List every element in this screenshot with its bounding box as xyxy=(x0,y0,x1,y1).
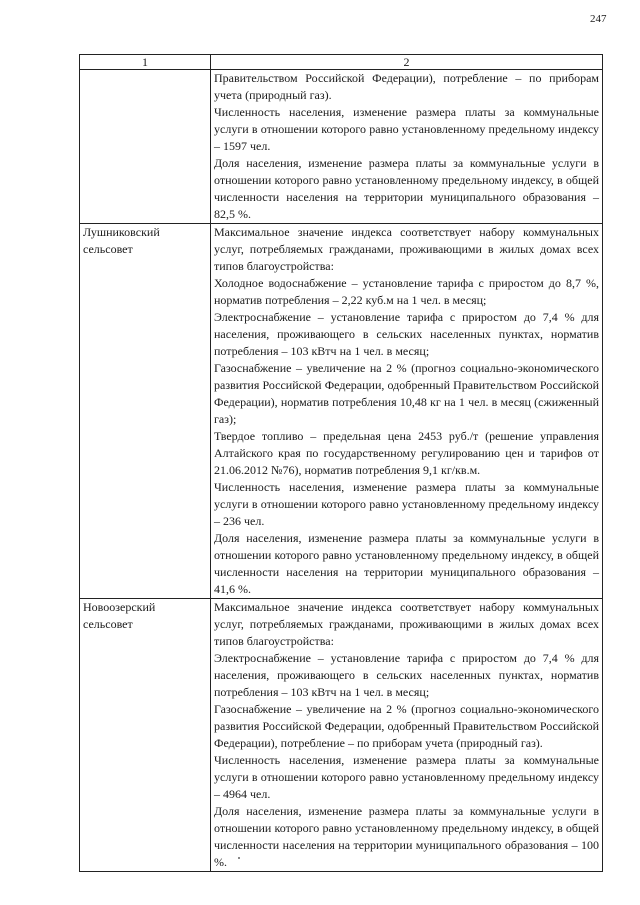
paragraph: Электроснабжение – установление тарифа с приростом до 7,4 % для населения, проживающего в сельских населенных пунктах, норматив потребления – 103 кВтч на 1 чел. в месяц; xyxy=(214,310,599,358)
content-cell xyxy=(211,599,603,872)
paragraph: Правительством Российской Федерации), потребление – по приборам учета (природный газ). xyxy=(214,71,599,102)
page-number: 247 xyxy=(590,13,607,25)
paragraph: Максимальное значение индекса соответствует набору коммунальных услуг, потребляемых гражданами, проживающими в жилых домах всех типов благоустройства: xyxy=(214,225,599,273)
content-cell xyxy=(211,224,603,599)
content-cell xyxy=(211,70,603,224)
region-cell xyxy=(80,70,211,224)
table-row-continuation xyxy=(80,70,603,224)
scan-speck xyxy=(238,857,240,859)
column-header-2: 2 xyxy=(211,55,603,70)
paragraph: Численность населения, изменение размера платы за коммунальные услуги в отношении которого равно установленному предельному индексу – 1597 чел. xyxy=(214,105,599,153)
paragraph: Максимальное значение индекса соответствует набору коммунальных услуг, потребляемых гражданами, проживающими в жилых домах всех типов благоустройства: xyxy=(214,600,599,648)
paragraph: Электроснабжение – установление тарифа с приростом до 7,4 % для населения, проживающего в сельских населенных пунктах, норматив потребления – 103 кВтч на 1 чел. в месяц; xyxy=(214,651,599,699)
region-cell: Лушниковский сельсовет xyxy=(80,224,211,599)
paragraph: Численность населения, изменение размера платы за коммунальные услуги в отношении которого равно установленному предельному индексу – 236 чел. xyxy=(214,480,599,528)
table-row-lushnikovsky xyxy=(80,224,603,599)
column-header-row xyxy=(80,55,603,70)
paragraph: Доля населения, изменение размера платы за коммунальные услуги в отношении которого равно установленному предельному индексу, в общей численности населения на территории муниципального образования – 41,6 %. xyxy=(214,531,599,596)
column-header-1: 1 xyxy=(80,55,211,70)
paragraph: Газоснабжение – увеличение на 2 % (прогноз социально-экономического развития Российской Федерации, одобренный Правительством Российской Федерации), потребление – по приборам учета (природный газ). xyxy=(214,702,599,750)
table-row-novoozersky xyxy=(80,599,603,872)
paragraph: Доля населения, изменение размера платы за коммунальные услуги в отношении которого равно установленному предельному индексу, в общей численности населения на территории муниципального образования – 100 %. xyxy=(214,804,599,869)
paragraph: Численность населения, изменение размера платы за коммунальные услуги в отношении которого равно установленному предельному индексу – 4964 чел. xyxy=(214,753,599,801)
paragraph: Холодное водоснабжение – установление тарифа с приростом до 8,7 %, норматив потребления – 2,22 куб.м на 1 чел. в месяц; xyxy=(214,276,599,307)
region-cell: Новоозерский сельсовет xyxy=(80,599,211,872)
paragraph: Твердое топливо – предельная цена 2453 руб./т (решение управления Алтайского края по государственному регулированию цен и тарифов от 21.06.2012 №76), норматив потребления 9,1 кг/кв.м. xyxy=(214,429,599,477)
paragraph: Доля населения, изменение размера платы за коммунальные услуги в отношении которого равно установленному предельному индексу, в общей численности населения на территории муниципального образования – 82,5 %. xyxy=(214,156,599,221)
paragraph: Газоснабжение – увеличение на 2 % (прогноз социально-экономического развития Российской Федерации, одобренный Правительством Российской Федерации), норматив потребления 10,48 кг на 1 чел. в месяц (сжиженный газ); xyxy=(214,361,599,426)
tariff-table xyxy=(79,54,603,872)
